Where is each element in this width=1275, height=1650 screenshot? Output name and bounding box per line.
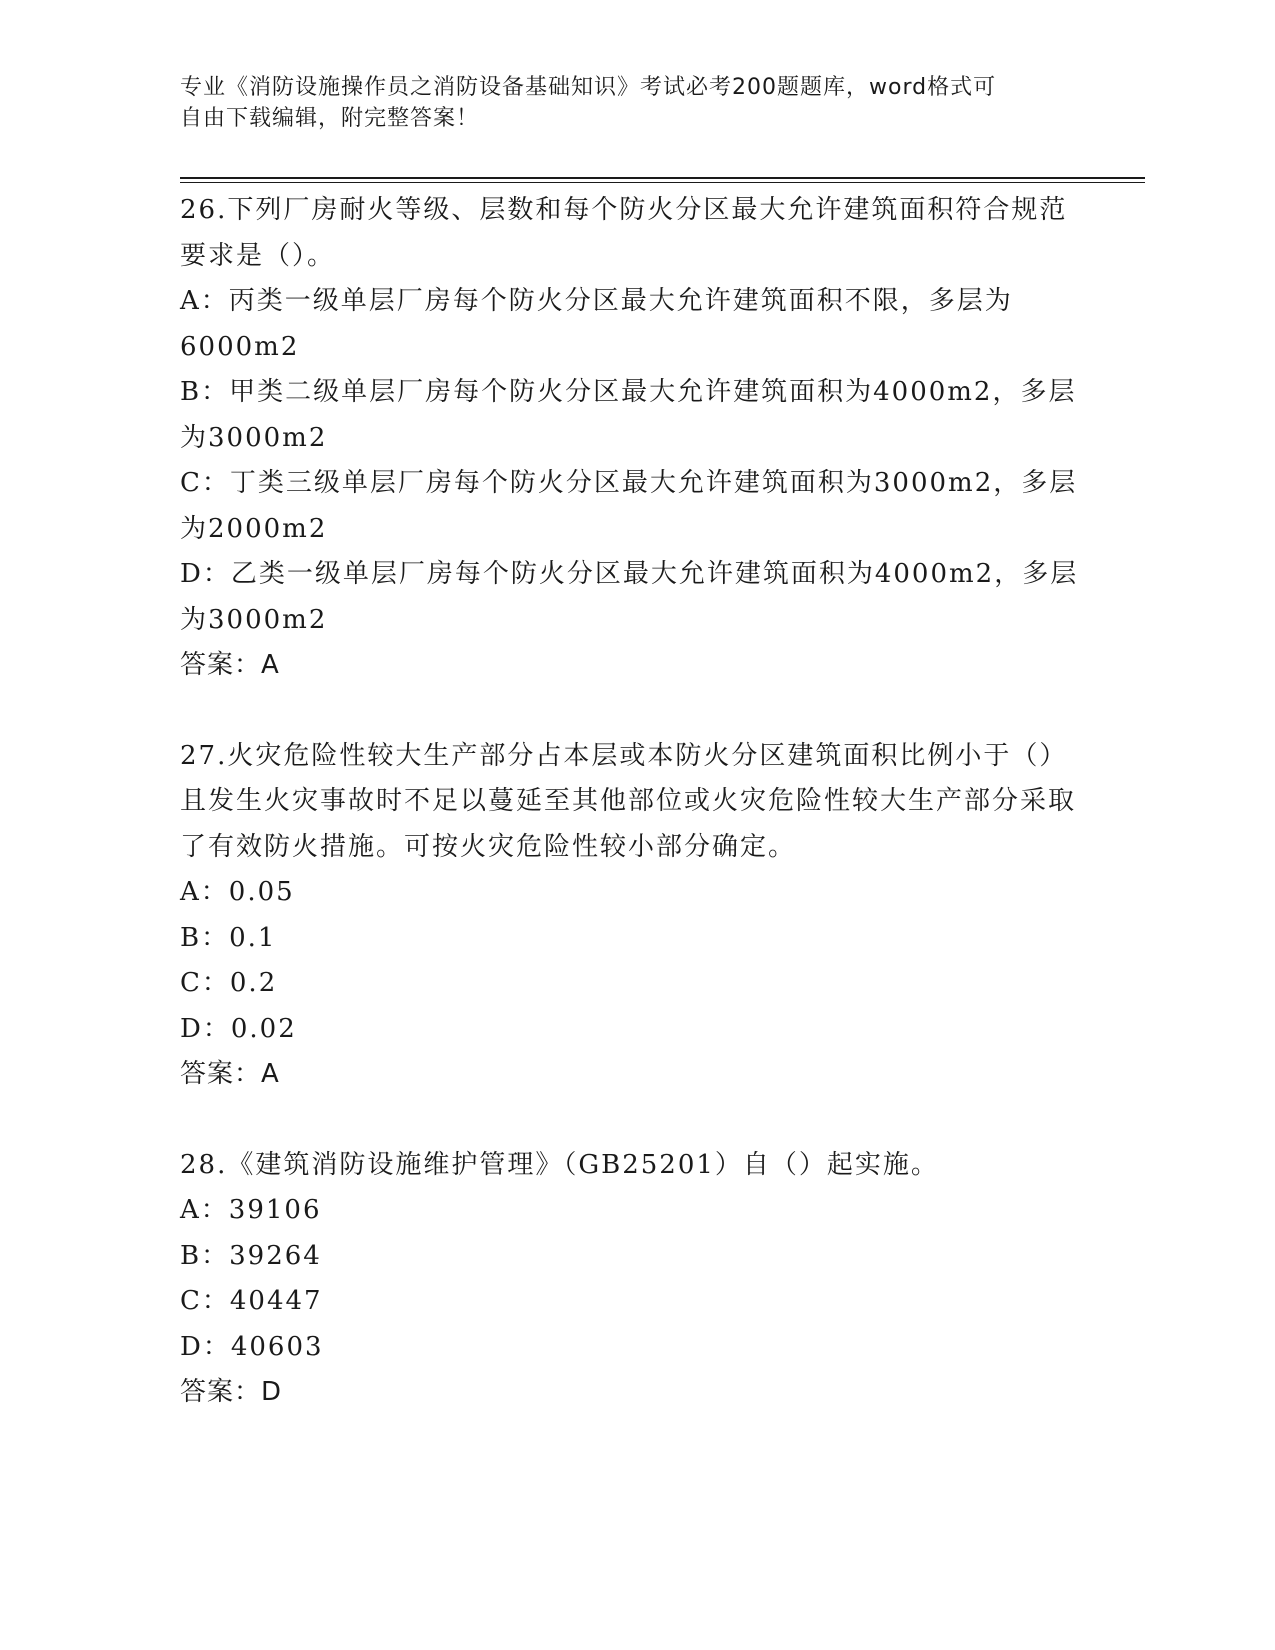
question-26 bbox=[180, 188, 1080, 689]
option-b: B：39264 bbox=[180, 1240, 322, 1271]
option-d: D：40603 bbox=[180, 1331, 324, 1362]
answer-label: 答案：A bbox=[180, 1059, 280, 1089]
option-d: D：0.02 bbox=[180, 1013, 297, 1044]
document-header bbox=[180, 72, 1060, 134]
question-stem: 28.《建筑消防设施维护管理》（GB25201）自（）起实施。 bbox=[180, 1149, 939, 1180]
option-a: A：0.05 bbox=[180, 877, 295, 907]
question-27 bbox=[180, 734, 1080, 1098]
option-c: C：丁类三级单层厂房每个防火分区最大允许建筑面积为3000m2，多层为2000m2 bbox=[180, 468, 1078, 544]
option-c: C：0.2 bbox=[180, 968, 278, 998]
question-stem: 27.火灾危险性较大生产部分占本层或本防火分区建筑面积比例小于（）且发生火灾事故时不足以蔓延至其他部位或火灾危险性较大生产部分采取了有效防火措施。可按火灾危险性较小部分确定。 bbox=[180, 740, 1077, 862]
option-b: B：甲类二级单层厂房每个防火分区最大允许建筑面积为4000m2，多层为3000m2 bbox=[180, 377, 1077, 453]
answer-label: 答案：D bbox=[180, 1377, 283, 1407]
answer-label: 答案：A bbox=[180, 650, 280, 680]
option-c: C：40447 bbox=[180, 1286, 323, 1316]
header-divider-thin bbox=[180, 182, 1145, 183]
option-b: B：0.1 bbox=[180, 922, 277, 953]
option-a: A：丙类一级单层厂房每个防火分区最大允许建筑面积不限，多层为6000m2 bbox=[180, 286, 1013, 362]
question-28 bbox=[180, 1143, 1080, 1416]
header-divider-thick bbox=[180, 177, 1145, 179]
header-line-1: 专业《消防设施操作员之消防设备基础知识》考试必考200题题库，word格式可 bbox=[180, 75, 997, 100]
option-d: D：乙类一级单层厂房每个防火分区最大允许建筑面积为4000m2，多层为3000m2 bbox=[180, 559, 1079, 635]
question-list bbox=[180, 188, 1080, 1461]
header-line-2: 自由下载编辑，附完整答案！ bbox=[180, 106, 480, 131]
option-a: A：39106 bbox=[180, 1195, 322, 1225]
question-stem: 26.下列厂房耐火等级、层数和每个防火分区最大允许建筑面积符合规范要求是（）。 bbox=[180, 195, 1068, 271]
